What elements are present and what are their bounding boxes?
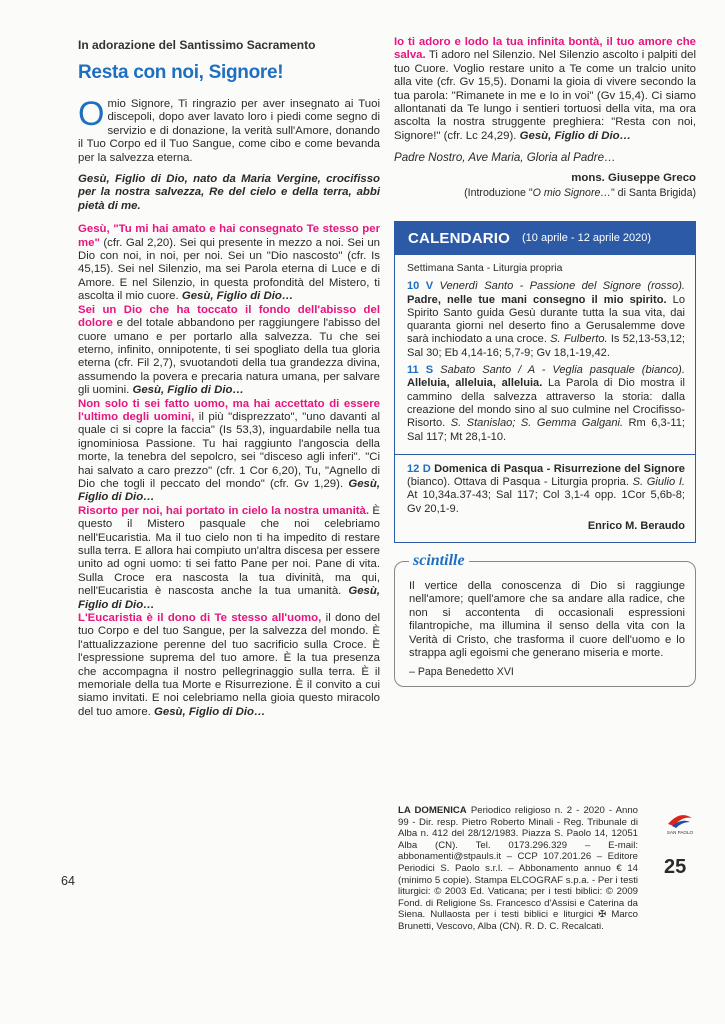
calendar-header <box>394 221 696 255</box>
scintille-box <box>394 552 696 687</box>
san-paolo-logo <box>660 808 700 836</box>
right-column <box>394 36 696 687</box>
scintille-author: – Papa Benedetto XVI <box>409 666 514 679</box>
page-number-left: 64 <box>61 874 75 888</box>
prayer: Gesù, Figlio di Dio, nato da Maria Vergine, crocifisso per la nostra salvezza, Re del cielo e della terra, abbi pietà di me. <box>78 173 380 212</box>
author: mons. Giuseppe Greco <box>571 172 696 185</box>
calendar-signature: Enrico M. Beraudo <box>587 520 685 532</box>
intro-paragraph: Omio Signore, Ti ringrazio per aver insegnato ai Tuoi discepoli, dopo aver lavato loro i piedi come segno di servizio e di donazione, la verità sull'Amore, donando il Tuo Corpo ed il Tuo Sangue, come cibo e come bevanda per la salvezza eterna. <box>78 95 380 164</box>
calendar-dates: (10 aprile - 12 aprile 2020) <box>522 232 652 245</box>
paragraph-1: Gesù, "Tu mi hai amato e hai consegnato Te stesso per me" (cfr. Gal 2,20). Sei qui presente in mezzo a noi. Sei un Dio con noi, in noi, per noi. Sei un "Dio nascosto" (cfr. Is 45,15). Sei nel Silenzio, ma sei Parola eterna di Luce e di Amore. E nel Silenzio, in questa profondità del Mistero, ti ascolta il mio cuore. Gesù, Figlio di Dio… <box>78 223 380 303</box>
drop-cap: O <box>78 95 105 133</box>
masthead: LA DOMENICA Periodico religioso n. 2 - 2020 - Anno 99 - Dir. resp. Pietro Roberto Minali - Reg. Tribunale di Alba n. 412 del 28/12/1983. Piazza S. Paolo 14, 12051 Alba (CN). Tel. 0173.296.329 – E-mail: abbonamenti@stpauls.it – CCP 107.201.26 – Editore Periodici S. Paolo s.r.l. – Abbonamento annuo € 14 (minimo 5 copie). Stampa ELCOGRAF s.p.a. - Per i testi liturgici: © 2003 Ed. Vaticana; per i testi biblici: © 2009 Fond. di Religione Ss. Francesco d'Assisi e Caterina da Siena. Nullaosta per i testi biblici e liturgici ✠ Marco Brunetti, Vescovo, Alba (CN). R. D. C. Recalcati. <box>398 805 638 932</box>
calendar-entry: 10 V Venerdì Santo - Passione del Signore (rosso). Padre, nelle tue mani consegno il mio spirito. Lo Spirito Santo guida Gesù durante tutta la sua vita, dai quaranta giorni nel deserto fino a Gerusalemme dove sarà inchiodato a una croce. S. Fulberto. Is 52,13-53,12; Sal 30; Eb 4,14-16; 5,7-9; Gv 18,1-19,42. <box>407 280 685 359</box>
scintille-text: Il vertice della conoscenza di Dio si raggiunge nell'amore; quell'amore che sa andare alla radice, che non si accontenta di occasionali espressioni filantropiche, ma illumina il senso della vita con la Verità di Cristo, che trasforma il cuore dell'uomo e lo strappa agli egoismi che generano miseria e morte. <box>409 580 685 660</box>
paragraph-4: Risorto per noi, hai portato in cielo la nostra umanità. È questo il Mistero pasquale che noi celebriamo nell'Eucaristia. Ma il tuo cielo non ti ha impedito di restare sulla terra. E allora hai compiuto un'altra discesa per essere unito ad ogni uomo: ti sei fatto Pane per noi. Pane di vita. Sulla Croce era nascosta la tua divinità, ma qui, nell'Eucaristia è nascosta anche la tua umanità. Gesù, Figlio di Dio… <box>78 504 381 611</box>
page-title: Resta con noi, Signore! <box>78 62 284 83</box>
paragraph-6: Io ti adoro e lodo la tua infinita bontà, il tuo amore che salva. Ti adoro nel Silenzio. Nel Silenzio ascolto i palpiti del tuo Cuore. Voglio restare unito a Te come un tralcio unito alla vite (cfr. Gv 15,5). Donami la gioia di vivere secondo la tua parola: "Rimanete in me e Io in voi" (Gv 15,4). Ci siamo allontanati da Te lungo i sentieri tortuosi della vita, ma ora ascolta la nostra struggente preghiera: "Resta con noi, Signore!" (cfr. Lc 24,29). Gesù, Figlio di Dio… <box>394 36 696 142</box>
calendar-entry: 11 S Sabato Santo / A - Veglia pasquale (bianco). Alleluia, alleluia, alleluia. La Parola di Dio mostra il cammino della salvezza attraverso la storia: dalla creazione del mondo sino al suo culmine nel Crocifisso-Risorto. S. Stanislao; S. Gemma Galgani. Rm 6,3-11; Sal 117; Mt 28,1-10. <box>407 364 685 443</box>
left-column <box>78 38 380 719</box>
refrain: Gesù, Figlio di Dio… <box>519 129 632 142</box>
calendar-box <box>394 255 696 543</box>
svg-text:SAN PAOLO: SAN PAOLO <box>666 830 694 835</box>
scintille-title: scintille <box>409 552 469 570</box>
calendar-entry: 12 D Domenica di Pasqua - Risurrezione del Signore (bianco). Ottava di Pasqua - Liturgia propria. S. Giulio I. At 10,34a.37-43; Sal 117; Col 3,1-4 opp. 1Cor 5,6b-8; Gv 20,1-9. <box>407 462 685 515</box>
closing-prayers: Padre Nostro, Ave Maria, Gloria al Padre… <box>394 151 616 165</box>
refrain: Gesù, Figlio di Dio… <box>78 585 380 611</box>
source: (Introduzione "O mio Signore…" di Santa Brigida) <box>464 187 696 200</box>
page-number-right: 25 <box>664 856 687 878</box>
paragraph-3: Non solo ti sei fatto uomo, ma hai accettato di essere l'ultimo degli uomini, il più "disprezzato", "uno davanti al quale ci si copre la faccia" (Is 53,3), inguardabile nella tua ignominiosa Passione. Tu hai raggiunto l'angoscia della morte, la tenebra del sepolcro, sei "disceso agli inferi". "Ci hai salvato a caro prezzo" (cfr. 1 Cor 6,20), Tu, "Agnello di Dio che togli il peccato del mondo" (cfr. Gv 1,29). Gesù, Figlio di Dio… <box>78 397 380 504</box>
calendar-title: CALENDARIO <box>408 229 510 247</box>
calendar-subtitle: Settimana Santa - Liturgia propria <box>407 263 563 275</box>
calendar-divider <box>395 454 695 455</box>
refrain: Gesù, Figlio di Dio… <box>132 384 244 397</box>
supertitle: In adorazione del Santissimo Sacramento <box>78 38 316 52</box>
paragraph-5: L'Eucaristia è il dono di Te stesso all'uomo, il dono del tuo Corpo e del tuo Sangue, per la salvezza del mondo. È l'attualizzazione perenne del tuo sacrificio sulla Croce. È l'espressione suprema del tuo amore. È la tua presenza che accompagna il nostro pellegrinaggio sulla terra. È il memoriale della tua Morte e Risurrezione. È il convito a cui siamo invitati. E noi celebriamo nella gioia questo miracolo del tuo amore. Gesù, Figlio di Dio… <box>78 612 380 718</box>
refrain: Gesù, Figlio di Dio… <box>78 477 380 504</box>
refrain: Gesù, Figlio di Dio… <box>181 290 294 303</box>
refrain: Gesù, Figlio di Dio… <box>154 705 266 718</box>
paragraph-2: Sei un Dio che ha toccato il fondo dell'abisso del dolore e del totale abbandono per raggiungere l'abisso del cuore umano e per portarlo alla salvezza. Tu che sei eterno, infinito, onnipotente, ti sei spogliato della tua gloria eterna (cfr. Fil 2,7), svuotandoti della tua grandezza divina, assumendo la povera e precaria natura umana, per salvare gli uomini. Gesù, Figlio di Dio… <box>78 303 380 397</box>
